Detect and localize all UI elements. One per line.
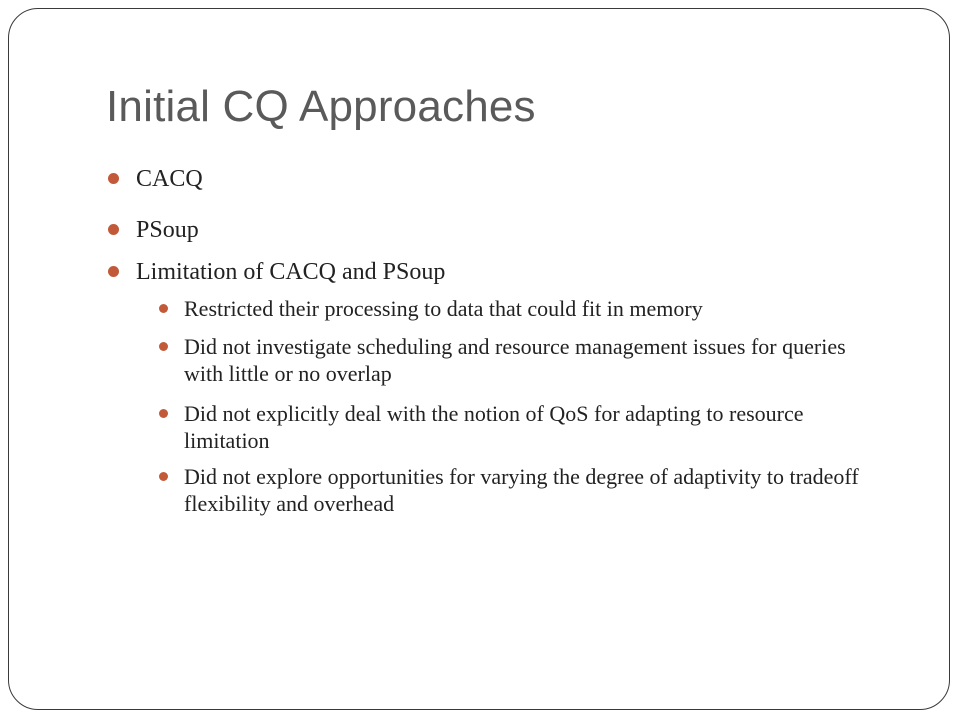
sub-bullet-text: Did not explore opportunities for varying the degree of adaptivity to tradeoff flexibility and overhead xyxy=(184,464,859,516)
bullet-text: PSoup xyxy=(136,217,199,243)
sub-bullet-item xyxy=(184,400,884,454)
sub-bullet-text: Did not investigate scheduling and resource management issues for queries with little or no overlap xyxy=(184,334,846,386)
sub-bullet-dot-icon xyxy=(159,342,168,351)
bullet-item xyxy=(136,216,199,244)
bullet-dot-icon xyxy=(108,173,119,184)
sub-bullet-dot-icon xyxy=(159,409,168,418)
sub-bullet-text: Restricted their processing to data that could fit in memory xyxy=(184,296,703,321)
bullet-text: CACQ xyxy=(136,166,203,192)
bullet-dot-icon xyxy=(108,266,119,277)
bullet-item xyxy=(136,165,203,193)
bullet-dot-icon xyxy=(108,224,119,235)
sub-bullet-text: Did not explicitly deal with the notion of QoS for adapting to resource limitation xyxy=(184,401,804,453)
sub-bullet-dot-icon xyxy=(159,472,168,481)
bullet-text: Limitation of CACQ and PSoup xyxy=(136,259,446,285)
sub-bullet-item xyxy=(184,295,884,322)
bullet-item xyxy=(136,258,445,286)
sub-bullet-item xyxy=(184,333,884,387)
slide-title: Initial CQ Approaches xyxy=(106,82,536,131)
sub-bullet-dot-icon xyxy=(159,304,168,313)
sub-bullet-item xyxy=(184,463,884,517)
